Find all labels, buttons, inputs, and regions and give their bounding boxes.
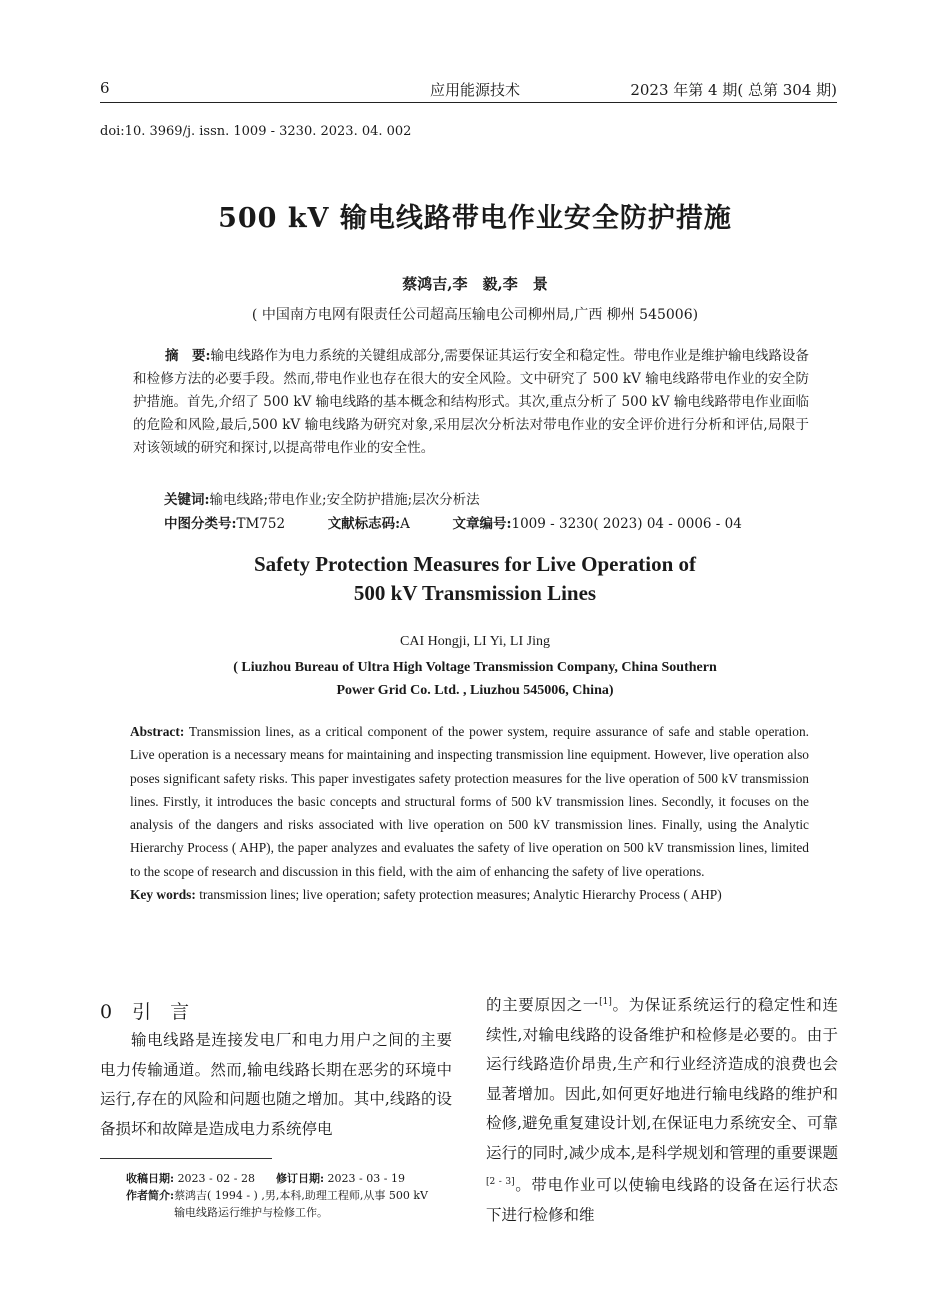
footnote bbox=[126, 1170, 456, 1221]
keywords-cn-text: 输电线路;带电作业;安全防护措施;层次分析法 bbox=[209, 492, 480, 508]
affiliation-en-line1: ( Liuzhou Bureau of Ultra High Voltage Transmission Company, China Southern bbox=[233, 660, 717, 675]
author-bio-label: 作者简介: bbox=[126, 1189, 175, 1202]
classification-line bbox=[164, 512, 742, 532]
article-no-value: 1009 - 3230( 2023) 04 - 0006 - 04 bbox=[511, 516, 742, 532]
title-en-line1: Safety Protection Measures for Live Operation of bbox=[253, 552, 697, 576]
author-bio: 蔡鸿吉( 1994 - ) ,男,本科,助理工程师,从事 500 kV 输电线路运行维护与检修工作。 bbox=[174, 1189, 428, 1219]
keywords-cn bbox=[164, 488, 480, 508]
title-cn: 500 kV 输电线路带电作业安全防护措施 bbox=[218, 203, 732, 234]
abstract-en bbox=[130, 720, 809, 906]
header-rule bbox=[100, 102, 837, 103]
body-left-column: 输电线路是连接发电厂和电力用户之间的主要电力传输通道。然而,输电线路长期在恶劣的环境中运行,存在的风险和问题也随之增加。其中,线路的设备损坏和故障是造成电力系统停电 bbox=[100, 1031, 452, 1138]
clc-label: 中图分类号: bbox=[164, 516, 237, 532]
body-right-part1: 的主要原因之一 bbox=[486, 996, 600, 1014]
abstract-cn-text: 输电线路作为电力系统的关键组成部分,需要保证其运行安全和稳定性。带电作业是维护输电线路设备和检修方法的必要手段。然而,带电作业也存在很大的安全风险。文中研究了 500 kV 输电线路带电作业的安全防护措施。首先,介绍了 500 kV 输电线路的基本概念和结构形式。其次,重点分析了 500 kV 输电线路带电作业面临的危险和风险,最后,500 kV 输电线路为研究对象,采用层次分析法对带电作业的安全评价进行分析和评估,局限于对该领域的研究和探讨,以提高带电作业的安全性。 bbox=[133, 348, 809, 456]
section-number: 0 bbox=[100, 1001, 113, 1023]
received-label: 收稿日期: bbox=[126, 1172, 175, 1185]
title-en bbox=[0, 550, 950, 608]
body-right-part3: 。带电作业可以使输电线路的设备在运行状态下进行检修和维 bbox=[486, 1176, 838, 1224]
authors-en: CAI Hongji, LI Yi, LI Jing bbox=[400, 634, 550, 649]
footnote-rule bbox=[100, 1158, 272, 1159]
affiliation-en-line2: Power Grid Co. Ltd. , Liuzhou 545006, China) bbox=[336, 683, 614, 698]
revised-label: 修订日期: bbox=[275, 1172, 325, 1185]
keywords-en-label: Key words: bbox=[130, 887, 196, 903]
page-number: 6 bbox=[100, 79, 110, 97]
doi: doi:10. 3969/j. issn. 1009 - 3230. 2023. 04. 002 bbox=[100, 124, 412, 139]
affiliation-cn: ( 中国南方电网有限责任公司超高压输电公司柳州局,广西 柳州 545006) bbox=[251, 307, 699, 323]
abstract-cn bbox=[133, 345, 809, 460]
received-date: 2023 - 02 - 28 bbox=[177, 1172, 255, 1185]
abstract-cn-label: 摘 要: bbox=[165, 348, 211, 364]
abstract-en-label: Abstract: bbox=[130, 724, 185, 739]
keywords-en-text: transmission lines; live operation; safety protection measures; Analytic Hierarchy Process ( AHP) bbox=[199, 887, 722, 903]
article-no-label: 文章编号: bbox=[452, 516, 512, 532]
citation-1: [1] bbox=[599, 997, 612, 1007]
journal-name: 应用能源技术 bbox=[429, 81, 520, 99]
doc-code-label: 文献标志码: bbox=[327, 516, 401, 532]
authors-cn: 蔡鸿吉,李 毅,李 景 bbox=[402, 275, 548, 293]
issue-info: 2023 年第 4 期( 总第 304 期) bbox=[630, 81, 837, 99]
section-title: 引 言 bbox=[132, 1001, 190, 1023]
body-right-part2: 。为保证系统运行的稳定性和连续性,对输电线路的设备维护和检修是必要的。由于运行线路造价昂贵,生产和行业经济造成的浪费也会显著增加。因此,如何更好地进行输电线路的维护和检修,避免重复建设计划,在保证电力系统安全、可靠运行的同时,减少成本,是科学规划和管理的重要课题 bbox=[486, 996, 838, 1162]
title-en-line2: 500 kV Transmission Lines bbox=[353, 581, 597, 605]
body-right-column bbox=[486, 988, 838, 1230]
doc-code-value: A bbox=[400, 516, 410, 532]
citation-2: [2 - 3] bbox=[486, 1177, 515, 1187]
section-heading bbox=[100, 997, 189, 1024]
clc-value: TM752 bbox=[236, 516, 286, 532]
affiliation-en bbox=[0, 656, 950, 702]
keywords-cn-label: 关键词: bbox=[164, 492, 210, 508]
abstract-en-text: Transmission lines, as a critical component of the power system, require assurance of safe and stable operation. Live operation is a necessary means for maintaining and inspecting transmission line equipment. However, live operation also poses significant safety risks. This paper investigates safety protection measures for the live operation of 500 kV transmission lines. Firstly, it introduces the basic concepts and structural forms of 500 kV transmission lines. Secondly, it focuses on the analysis of the dangers and risks associated with live operation on 500 kV transmission lines. Finally, using the Analytic Hierarchy Process ( AHP), the paper analyzes and evaluates the safety of live operation on 500 kV transmission lines, limited to the scope of research and discussion in this field, with the aim of enhancing the safety of live operations. bbox=[130, 724, 809, 879]
revised-date: 2023 - 03 - 19 bbox=[327, 1172, 405, 1185]
